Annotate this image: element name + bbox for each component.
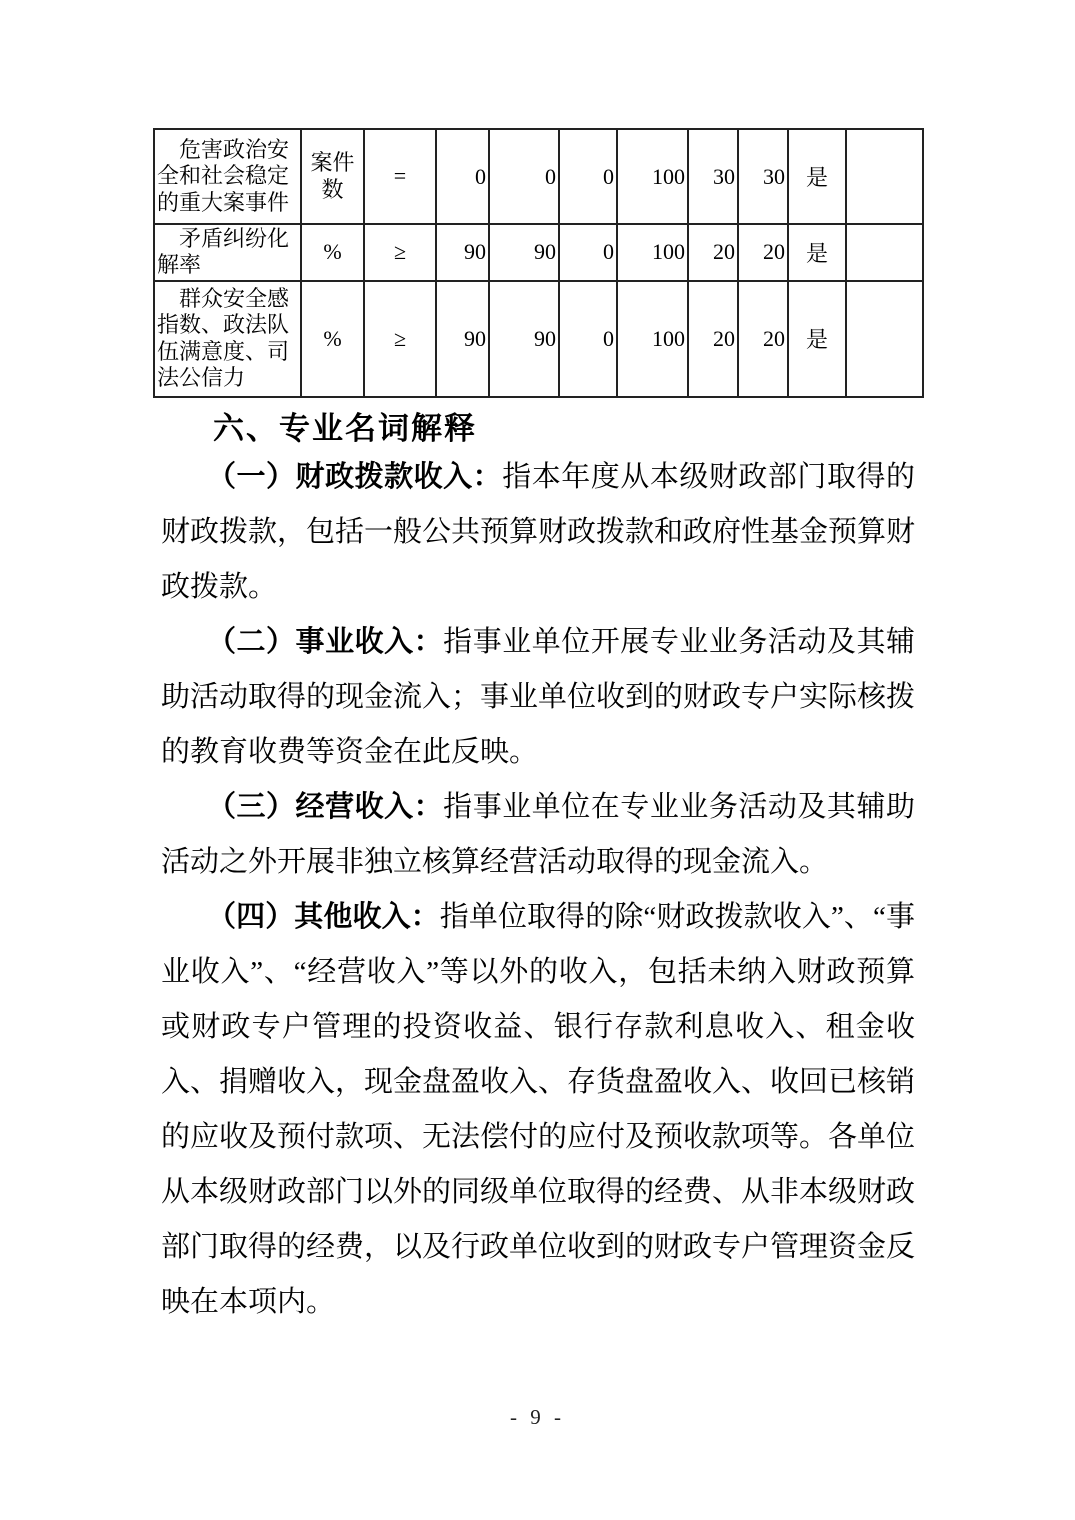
paragraph-lead: （二）事业收入： xyxy=(207,626,444,658)
cell-operator: ≥ xyxy=(364,281,436,397)
paragraph-lead: （一）财政拨款收入： xyxy=(207,461,503,493)
cell-value-3: 0 xyxy=(559,281,617,397)
cell-note xyxy=(846,281,923,397)
cell-operator: ≥ xyxy=(364,224,436,281)
cell-value-5: 30 xyxy=(688,129,738,224)
cell-value-5: 20 xyxy=(688,224,738,281)
cell-unit: % xyxy=(301,281,364,397)
section-heading: 六、专业名词解释 xyxy=(213,411,477,446)
paragraph-body: 指单位取得的除“财政拨款收入”、“事业收入”、“经营收入”等以外的收入，包括未纳入财政预算或财政专户管理的投资收益、银行存款利息收入、租金收入、捐赠收入，现金盘盈收入、存货盘盈收入、收回已核销的应收及预付款项、无法偿付的应付及预收款项等。各单位从本级财政部门以外的同级单位取得的经费、从非本级财政部门取得的经费，以及行政单位收到的财政专户管理资金反映在本项内。 xyxy=(161,901,916,1318)
cell-value-1: 0 xyxy=(436,129,489,224)
cell-operator: = xyxy=(364,129,436,224)
definition-paragraph xyxy=(161,450,915,615)
cell-value-6: 30 xyxy=(738,129,788,224)
cell-note xyxy=(846,129,923,224)
cell-met: 是 xyxy=(788,224,846,281)
cell-value-6: 20 xyxy=(738,281,788,397)
page-number: - 9 - xyxy=(510,1405,565,1429)
definition-paragraph xyxy=(161,780,915,890)
cell-value-4: 100 xyxy=(617,129,688,224)
paragraph-body: 指本年度从本级财政部门取得的财政拨款，包括一般公共预算财政拨款和政府性基金预算财政拨款。 xyxy=(161,461,916,603)
performance-indicators-table xyxy=(153,128,924,398)
table-row xyxy=(154,129,923,224)
cell-indicator-name: 矛盾纠纷化解率 xyxy=(154,224,301,281)
cell-value-5: 20 xyxy=(688,281,738,397)
cell-value-1: 90 xyxy=(436,281,489,397)
cell-value-6: 20 xyxy=(738,224,788,281)
cell-note xyxy=(846,224,923,281)
cell-met: 是 xyxy=(788,281,846,397)
table-row xyxy=(154,224,923,281)
cell-indicator-name: 危害政治安全和社会稳定的重大案事件 xyxy=(154,129,301,224)
cell-value-3: 0 xyxy=(559,224,617,281)
cell-indicator-name: 群众安全感指数、政法队伍满意度、司法公信力 xyxy=(154,281,301,397)
cell-met: 是 xyxy=(788,129,846,224)
paragraph-lead: （四）其他收入： xyxy=(207,901,440,933)
paragraph-body: 指事业单位在专业业务活动及其辅助活动之外开展非独立核算经营活动取得的现金流入。 xyxy=(161,791,915,878)
definition-paragraph xyxy=(161,615,915,780)
paragraph-body: 指事业单位开展专业业务活动及其辅助活动取得的现金流入；事业单位收到的财政专户实际核拨的教育收费等资金在此反映。 xyxy=(161,626,916,768)
cell-value-1: 90 xyxy=(436,224,489,281)
table-row xyxy=(154,281,923,397)
definitions-section xyxy=(161,450,915,1330)
cell-value-2: 0 xyxy=(489,129,559,224)
cell-unit: 案件数 xyxy=(301,129,364,224)
cell-value-2: 90 xyxy=(489,224,559,281)
cell-value-4: 100 xyxy=(617,281,688,397)
cell-value-2: 90 xyxy=(489,281,559,397)
paragraph-lead: （三）经营收入： xyxy=(207,791,444,823)
cell-value-3: 0 xyxy=(559,129,617,224)
cell-unit: % xyxy=(301,224,364,281)
definition-paragraph xyxy=(161,890,915,1330)
cell-value-4: 100 xyxy=(617,224,688,281)
